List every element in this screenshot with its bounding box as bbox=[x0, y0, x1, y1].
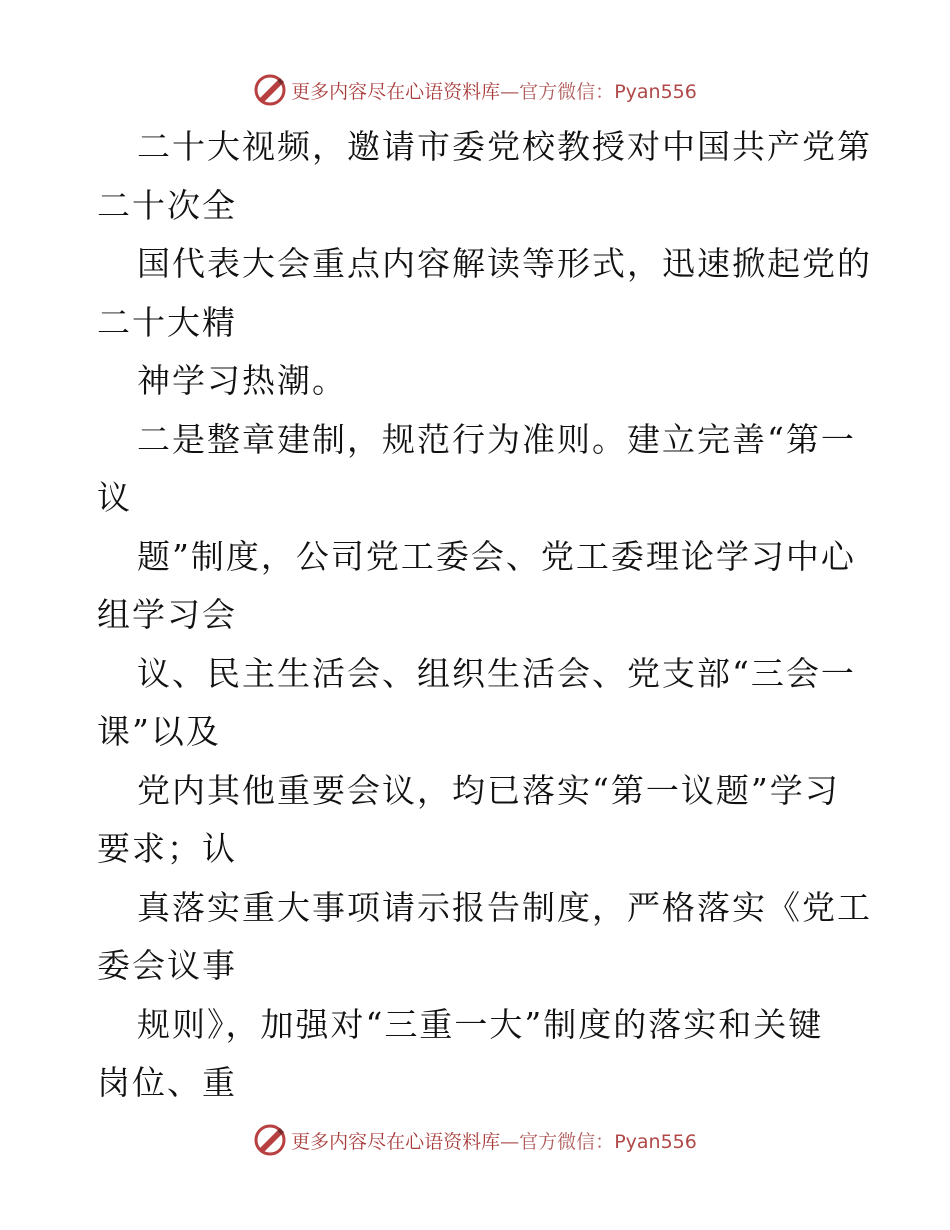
watermark-main-text: 更多内容尽在心语资料库 bbox=[291, 80, 501, 103]
watermark-id-text: Pyan556 bbox=[614, 80, 697, 103]
header-watermark bbox=[0, 70, 950, 110]
text-line: 要求；认 bbox=[97, 829, 237, 868]
text-line: 真落实重大事项请示报告制度，严格落实《党工 bbox=[137, 887, 872, 927]
text-line: 岗位、重 bbox=[97, 1063, 237, 1102]
text-line: 二十次全 bbox=[97, 185, 237, 225]
pen-logo-icon bbox=[253, 1123, 287, 1157]
text-line: 国代表大会重点内容解读等形式，迅速掀起党的 bbox=[137, 244, 872, 283]
watermark-main-text: 更多内容尽在心语资料库 bbox=[291, 1130, 501, 1153]
text-line: 议、民主生活会、组织生活会、党支部“三会一 bbox=[137, 653, 856, 693]
text-line: 委会议事 bbox=[97, 946, 237, 985]
text-line: 规则》，加强对“三重一大”制度的落实和关键 bbox=[137, 1004, 824, 1044]
text-line: 组学习会 bbox=[97, 595, 237, 634]
text-line: 二十大视频，邀请市委党校教授对中国共产党第 bbox=[137, 127, 872, 166]
text-line: 二十大精 bbox=[97, 302, 237, 342]
watermark-sub-text: —官方微信： bbox=[500, 1130, 615, 1153]
document-body bbox=[97, 118, 872, 1113]
footer-watermark bbox=[0, 1120, 950, 1160]
text-line: 课”以及 bbox=[97, 712, 221, 751]
text-line: 党内其他重要会议，均已落实“第一议题”学习 bbox=[137, 770, 840, 810]
text-line: 二是整章建制，规范行为准则。建立完善“第一 bbox=[137, 419, 856, 459]
watermark-sub-text: —官方微信： bbox=[500, 80, 615, 103]
text-line: 神学习热潮。 bbox=[137, 361, 347, 400]
pen-logo-icon bbox=[253, 73, 287, 107]
watermark-id-text: Pyan556 bbox=[614, 1130, 697, 1153]
text-line: 议 bbox=[97, 478, 132, 517]
text-line: 题”制度，公司党工委会、党工委理论学习中心 bbox=[137, 536, 856, 576]
